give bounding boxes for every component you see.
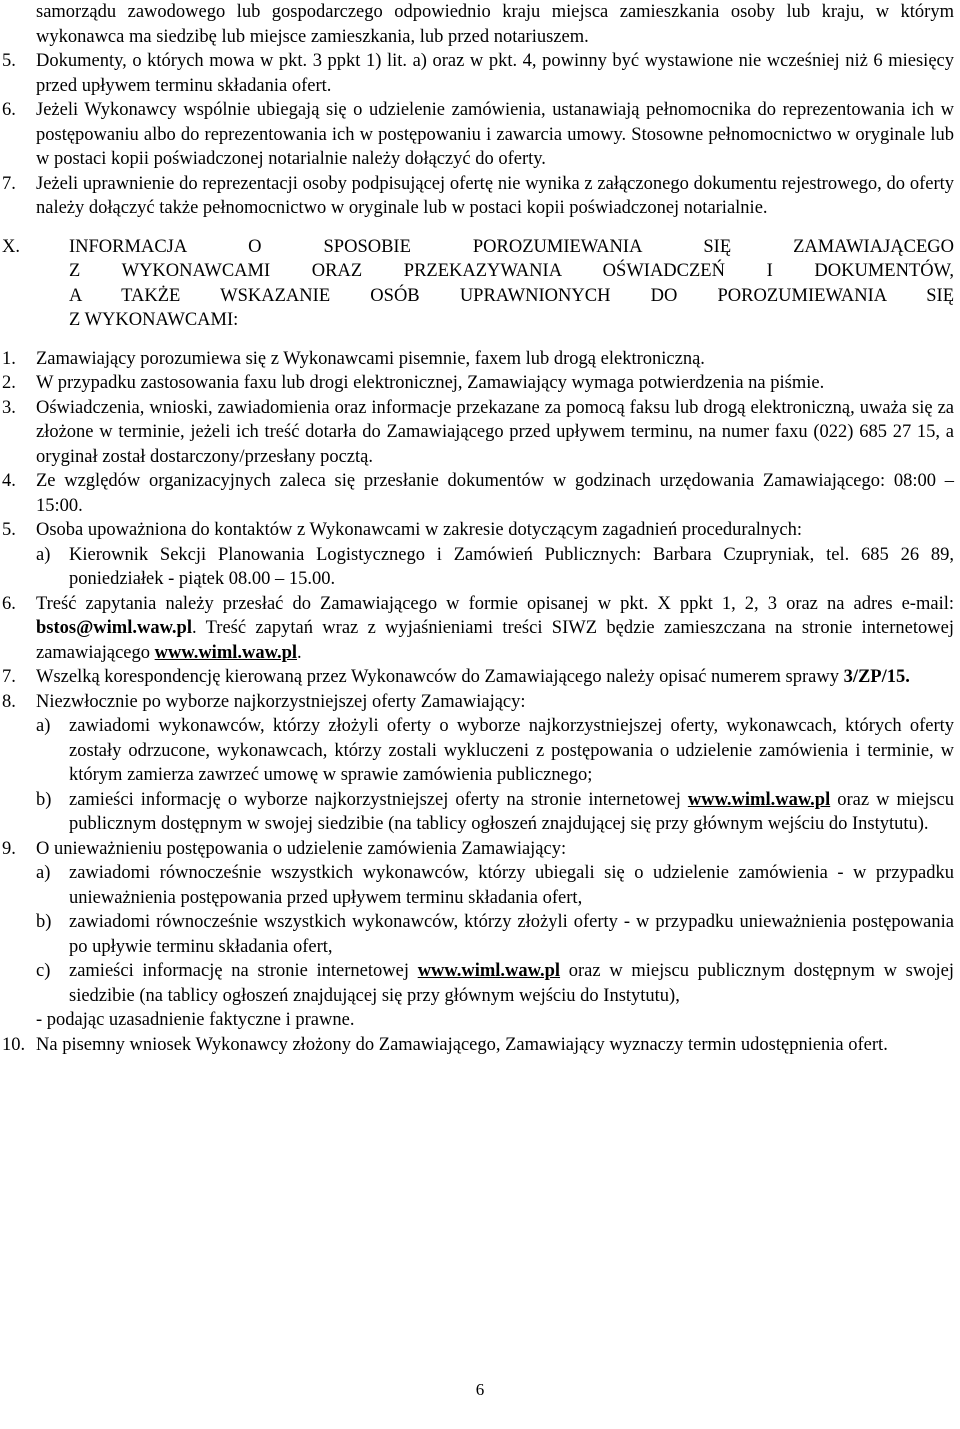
- list-item-4: [0, 469, 960, 518]
- item-text: Osoba upoważniona do kontaktów z Wykonawcami w zakresie dotyczącym zagadnień proceduralnych:: [36, 520, 803, 540]
- list-item-7b: [0, 665, 960, 690]
- sub-item-9b: [0, 910, 960, 959]
- sub-item-letter: a): [36, 544, 51, 565]
- item-text: Niezwłocznie po wyborze najkorzystniejszej oferty Zamawiający:: [36, 691, 526, 712]
- sub-item-text: zawiadomi równocześnie wszystkich wykonawców, którzy złożyli oferty - w przypadku unieważnienia postępowania po upływie terminu składania ofert,: [69, 912, 954, 957]
- list-item-7: [0, 172, 960, 221]
- item-text: O unieważnieniu postępowania o udzielenie zamówienia Zamawiający:: [36, 838, 567, 859]
- sub-item-letter: b): [36, 912, 52, 932]
- heading-line-2: Z WYKONAWCAMI ORAZ PRZEKAZYWANIA OŚWIADCZEŃ I DOKUMENTÓW,: [69, 261, 954, 281]
- item-number: 7.: [2, 173, 16, 194]
- item-number: 5.: [2, 51, 16, 71]
- heading-line-1: INFORMACJA O SPOSOBIE POROZUMIEWANIA SIĘ ZAMAWIAJĄCEGO: [69, 236, 954, 257]
- item-number: 8.: [2, 691, 16, 712]
- sub-item-letter: a): [36, 863, 51, 883]
- item-text: Jeżeli uprawnienie do reprezentacji osoby podpisującej ofertę nie wynika z załączonego dokumentu rejestrowego, do oferty należy dołączyć także pełnomocnictwo w oryginale lub w postaci kopii poświadczonej notarialnie.: [36, 173, 954, 218]
- item-number: 1.: [2, 348, 16, 369]
- item-text: Jeżeli Wykonawcy wspólnie ubiegają się o udzielenie zamówienia, ustanawiają pełnomocnika do reprezentowania ich w postępowaniu albo do reprezentowania ich w postępowaniu i zawarcia umowy. Stosowne pełnomocnictwo w oryginale lub w postaci kopii poświadczonej notarialnie należy dołączyć do oferty.: [36, 100, 954, 169]
- list-item-3: [0, 396, 960, 470]
- sub-item-text: zawiadomi równocześnie wszystkich wykonawców, którzy ubiegali się o udzielenie zamówienia - w przypadku unieważnienia postępowania przed upływem terminu składania ofert,: [69, 863, 954, 908]
- item-number: 9.: [2, 838, 16, 859]
- list-item-8: [0, 690, 960, 715]
- item-text: Oświadczenia, wnioski, zawiadomienia oraz informacje przekazane za pomocą faksu lub drogą elektroniczną, uważa się za złożone w terminie, jeżeli ich treść dotarła do Zamawiającego przed upływem terminu, na numer faxu (022) 685 27 15, a oryginał został dostarczony/przesłany pocztą.: [36, 397, 954, 467]
- item-number: 6.: [2, 593, 16, 614]
- list-item-1: [0, 347, 960, 372]
- item-text: .: [297, 642, 302, 663]
- sub-item-5a: [0, 543, 960, 592]
- section-heading: [0, 235, 960, 333]
- item-text: W przypadku zastosowania faxu lub drogi elektronicznej, Zamawiający wymaga potwierdzenia na piśmie.: [36, 373, 825, 393]
- list-item-6b: [0, 592, 960, 666]
- sub-item-text: zamieści informację o wyborze najkorzystniejszej oferty na stronie internetowej: [69, 789, 688, 810]
- heading-line-3: A TAKŻE WSKAZANIE OSÓB UPRAWNIONYCH DO POROZUMIEWANIA SIĘ: [69, 285, 954, 306]
- website-link[interactable]: www.wiml.waw.pl: [687, 789, 831, 810]
- item-text: Treść zapytania należy przesłać do Zamawiającego w formie opisanej w pkt. X ppkt 1, 2, 3 oraz na adres e-mail:: [36, 593, 954, 614]
- website-link[interactable]: www.wiml.waw.pl: [154, 642, 298, 663]
- heading-line-4: Z WYKONAWCAMI:: [69, 310, 239, 330]
- sub-item-9a: [0, 861, 960, 910]
- list-item-5b: [0, 518, 960, 543]
- item-text: Dokumenty, o których mowa w pkt. 3 ppkt 1) lit. a) oraz w pkt. 4, powinny być wystawione nie wcześniej niż 6 miesięcy przed upływem terminu składania ofert.: [36, 51, 954, 96]
- item-number: 4.: [2, 471, 16, 491]
- page-number: 6: [475, 1380, 485, 1399]
- list-item-2: [0, 371, 960, 396]
- sub-item-letter: c): [36, 961, 51, 981]
- section-number: X.: [2, 236, 20, 257]
- item-text: Wszelką korespondencję kierowaną przez Wykonawców do Zamawiającego należy opisać numerem sprawy: [36, 667, 844, 687]
- sub-item-text: Kierownik Sekcji Planowania Logistycznego i Zamówień Publicznych: Barbara Czupryniak, tel. 685 26 89, poniedziałek - piątek 08.00 – 15.00.: [69, 544, 954, 589]
- sub-item-9c: [0, 959, 960, 1008]
- list-item-10: [0, 1033, 960, 1058]
- list-item-6: [0, 98, 960, 172]
- list-item-9: [0, 837, 960, 862]
- sub-item-8b: [0, 788, 960, 837]
- sub-item-text: oraz w miejscu publicznym dostępnym w swojej siedzibie (na tablicy ogłoszeń znajdującej się przy głównym wejściu do Instytutu).: [69, 789, 954, 834]
- email-link[interactable]: bstos@wiml.waw.pl: [36, 618, 192, 638]
- sub-item-letter: b): [36, 789, 52, 810]
- sub-item-text: zawiadomi wykonawców, którzy złożyli oferty o wyborze najkorzystniejszej oferty, wykonawcach, których oferty zostały odrzucone, wykonawcach, którzy zostali wykluczeni z postępowania o udzielenie zamówienia i terminie, w którym zamierza zawrzeć umowę w sprawie zamówienia publicznego;: [69, 716, 954, 785]
- item-text: Zamawiający porozumiewa się z Wykonawcami pisemnie, faxem lub drogą elektroniczną.: [36, 348, 705, 369]
- sub-item-text: zamieści informację na stronie internetowej: [69, 961, 418, 981]
- item-9-note: - podając uzasadnienie faktyczne i prawne.: [36, 1010, 355, 1030]
- item-number: 6.: [2, 100, 16, 120]
- case-number: 3/ZP/15.: [843, 667, 910, 687]
- sub-item-text: oraz w miejscu publicznym dostępnym w swojej siedzibie (na tablicy ogłoszeń znajdującej się przy głównym wejściu do Instytutu),: [69, 961, 954, 1006]
- item-number: 10.: [2, 1034, 26, 1055]
- sub-item-letter: a): [36, 716, 51, 736]
- list-item-5: [0, 49, 960, 98]
- sub-item-8a: [0, 714, 960, 788]
- continued-paragraph: samorządu zawodowego lub gospodarczego odpowiednio kraju miejsca zamieszkania osoby lub kraju, w którym wykonawca ma siedzibę lub miejsce zamieszkania, lub przed notariuszem.: [36, 2, 954, 47]
- item-number: 3.: [2, 397, 16, 418]
- item-number: 5.: [2, 520, 16, 540]
- item-text: . Treść zapytań wraz z wyjaśnieniami treści SIWZ będzie zamieszczana na stronie internetowej zamawiającego: [36, 618, 954, 663]
- item-text: Na pisemny wniosek Wykonawcy złożony do Zamawiającego, Zamawiający wyznaczy termin udostępnienia ofert.: [36, 1034, 888, 1055]
- item-number: 2.: [2, 373, 16, 393]
- item-number: 7.: [2, 667, 16, 687]
- item-text: Ze względów organizacyjnych zaleca się przesłanie dokumentów w godzinach urzędowania Zamawiającego: 08:00 – 15:00.: [36, 471, 954, 516]
- website-link[interactable]: www.wiml.waw.pl: [417, 961, 561, 981]
